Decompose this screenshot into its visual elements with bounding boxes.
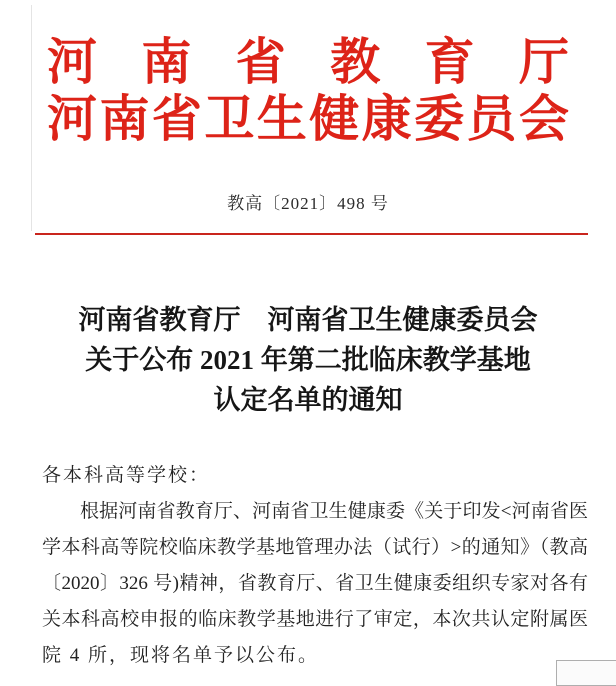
notice-title bbox=[0, 300, 616, 420]
body-line: 〔2020〕326 号)精神，省教育厅、省卫生健康委组织专家对各有 bbox=[42, 573, 588, 594]
letterhead-agency-1: 河南省教育厅 bbox=[47, 34, 569, 90]
body-line: 学本科高等院校临床教学基地管理办法（试行）>的通知》（教高 bbox=[42, 537, 588, 558]
notice-body bbox=[42, 458, 588, 674]
letterhead-agency-2: 河南省卫生健康委员会 bbox=[47, 91, 569, 147]
red-divider-line bbox=[35, 233, 588, 235]
letterhead bbox=[47, 34, 569, 148]
body-line: 关本科高校申报的临床教学基地进行了审定，本次共认定附属医 bbox=[42, 609, 588, 630]
body-line: 根据河南省教育厅、河南省卫生健康委《关于印发<河南省医 bbox=[80, 501, 588, 522]
salutation-line: 各本科高等学校： bbox=[42, 465, 211, 486]
body-line: 院 4 所，现将名单予以公布。 bbox=[42, 645, 320, 666]
document-number: 教高〔2021〕498 号 bbox=[227, 194, 389, 213]
title-line-3: 认定名单的通知 bbox=[213, 385, 403, 415]
title-line-2: 关于公布 2021 年第二批临床教学基地 bbox=[85, 345, 531, 375]
page-corner-artifact bbox=[556, 660, 616, 686]
title-line-1: 河南省教育厅 河南省卫生健康委员会 bbox=[78, 305, 538, 335]
